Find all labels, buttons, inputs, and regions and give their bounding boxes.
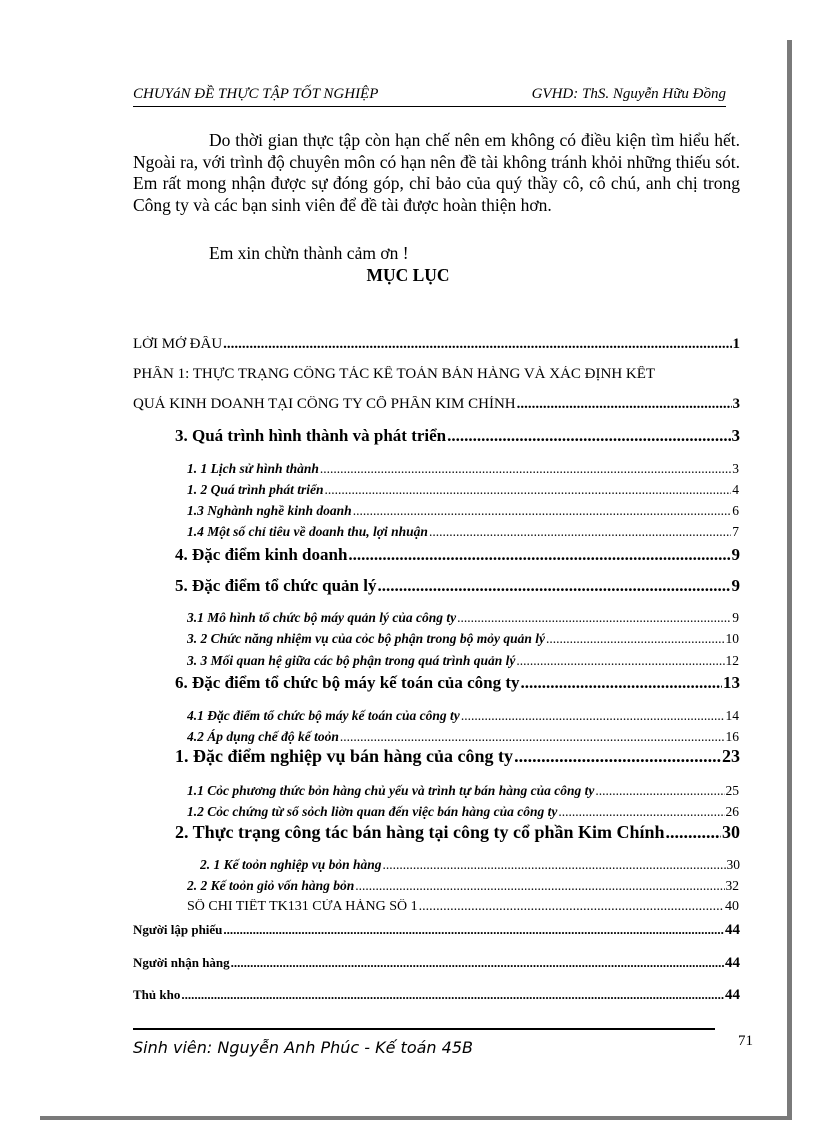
footer-student: Sinh viên: Nguyễn Anh Phúc - Kế toán 45B — [133, 1038, 473, 1057]
header-advisor: GVHD: ThS. Nguyễn Hữu Đồng — [531, 86, 726, 102]
running-header — [133, 86, 726, 107]
header-title: CHUYáN ĐỀ THỰC TẬP TỐT NGHIỆP — [133, 86, 379, 102]
toc-entry: 1. 2 Quá trình phát triển ..... 4 — [187, 482, 739, 498]
toc-entry: 2. Thực trạng công tác bán hàng tại công ty cổ phần Kim Chính ..... 30 — [175, 822, 740, 843]
page-number: 71 — [738, 1033, 753, 1049]
toc-entry: 3. Quá trình hình thành và phát triển ..... 3 — [175, 426, 740, 446]
intro-text: Do thời gian thực tập còn hạn chế nên em không có điều kiện tìm hiểu hết. Ngoài ra, với trình độ chuyên môn có hạn nên đề tài không tránh khỏi những thiếu sót. Em rất mong nhận được sự đóng góp, chỉ bảo của quý thầy cô, cô chú, anh chị trong Công ty và các bạn sinh viên để đề tài được hoàn thiện hơn. — [133, 130, 740, 215]
toc-entry: 1.2 Cỏc chứng từ sổ sỏch liờn quan đến việc bán hàng của công ty ..... 26 — [187, 804, 739, 820]
toc-entry: 4. Đặc điểm kinh doanh ..... 9 — [175, 545, 740, 565]
thanks-line: Em xin chừn thành cảm ơn ! — [209, 243, 409, 263]
toc-entry: 1.4 Một số chỉ tiêu về doanh thu, lợi nhuận ..... 7 — [187, 524, 739, 540]
toc-entry: 5. Đặc điểm tổ chức quản lý ..... 9 — [175, 576, 740, 596]
toc-entry: 3. 2 Chức năng nhiệm vụ của cỏc bộ phận trong bộ mỏy quản lý ..... 10 — [187, 631, 739, 647]
page-frame-right — [787, 40, 792, 1120]
toc-entry: Người nhận hàng ..... 44 — [133, 955, 740, 972]
footer-rule — [133, 1028, 715, 1030]
toc-entry: Thủ kho ..... 44 — [133, 987, 740, 1004]
toc-entry: 3. 3 Mối quan hệ giữa các bộ phận trong quá trình quản lý ..... 12 — [187, 653, 739, 669]
toc-entry: 2. 1 Kế toỏn nghiệp vụ bỏn hàng ..... 30 — [200, 857, 740, 873]
page-frame-bottom — [40, 1116, 792, 1120]
toc-entry: 1.1 Cỏc phương thức bỏn hàng chủ yếu và trình tự bán hàng của công ty ..... 25 — [187, 783, 739, 799]
toc-entry: 4.1 Đặc điểm tổ chức bộ máy kế toán của công ty ..... 14 — [187, 708, 739, 724]
toc-entry: 4.2 Áp dụng chế độ kế toỏn ..... 16 — [187, 729, 739, 745]
toc-entry: 1.3 Nghành nghề kinh doanh ..... 6 — [187, 503, 739, 519]
toc-entry: 1. Đặc điểm nghiệp vụ bán hàng của công ty ..... 23 — [175, 746, 740, 767]
toc-entry: 6. Đặc điểm tổ chức bộ máy kế toán của công ty ..... 13 — [175, 673, 740, 693]
toc-title: MỤC LỤC — [366, 265, 450, 285]
toc-entry: LỜI MỞ ĐẦU ..... 1 — [133, 336, 740, 353]
toc-entry: 3.1 Mô hình tổ chức bộ máy quản lý của công ty ..... 9 — [187, 610, 739, 626]
toc-entry: Người lập phiếu ..... 44 — [133, 922, 740, 939]
toc-entry: 1. 1 Lịch sử hình thành ..... 3 — [187, 461, 739, 477]
toc-entry: PHẦN 1: THỰC TRẠNG CÔNG TÁC KẾ TOÁN BÁN HÀNG VÀ XÁC ĐỊNH KẾT — [133, 366, 656, 382]
toc-entry: 2. 2 Kế toỏn giỏ vốn hàng bỏn ..... 32 — [187, 878, 739, 894]
intro-paragraph — [133, 130, 740, 216]
toc-entry: QUẢ KINH DOANH TẠI CÔNG TY CỔ PHẦN KIM CHÍNH ..... 3 — [133, 396, 740, 413]
toc-entry: SỔ CHI TIẾT TK131 CỬA HÀNG SỐ 1 ..... 40 — [187, 899, 739, 915]
